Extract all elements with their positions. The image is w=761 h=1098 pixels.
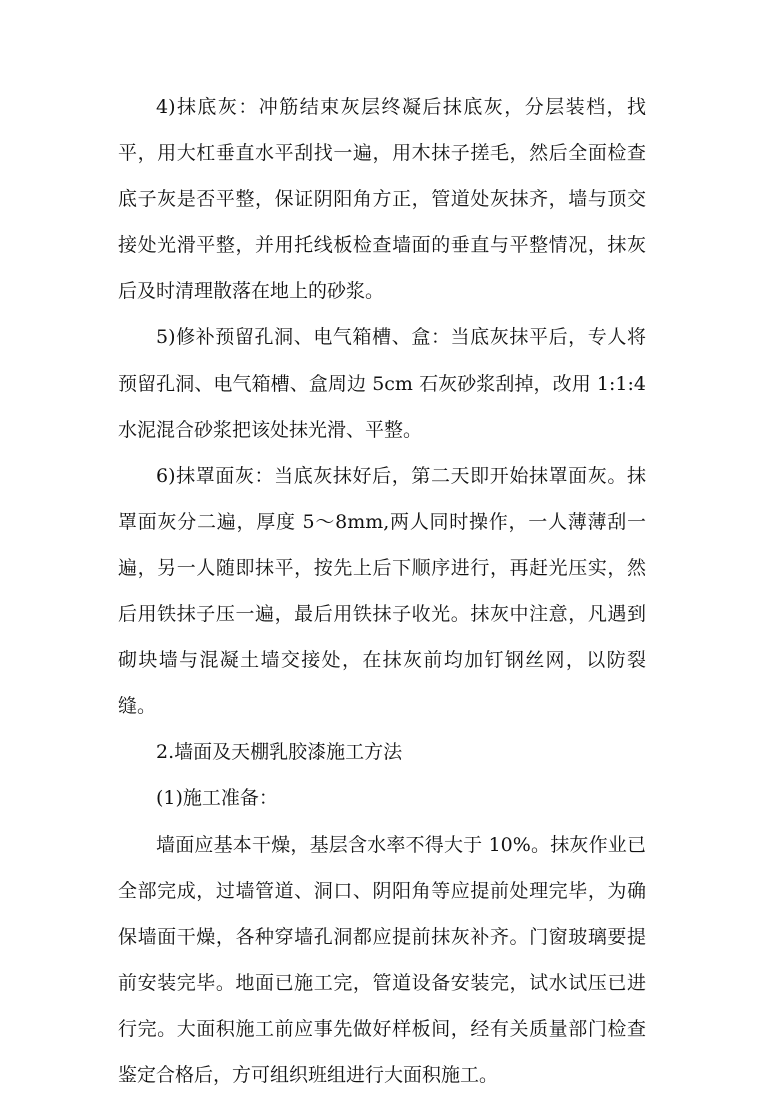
document-body [118, 84, 646, 1098]
section-heading-latex-paint: 2.墙面及天棚乳胶漆施工方法 [118, 729, 646, 775]
paragraph-repair-openings: 5)修补预留孔洞、电气箱槽、盒：当底灰抹平后，专人将预留孔洞、电气箱槽、盒周边 5cm 石灰砂浆刮掉，改用 1:1:4 水泥混合砂浆把该处抹光滑、平整。 [118, 314, 646, 452]
paragraph-plaster-base-coat: 4)抹底灰：冲筋结束灰层终凝后抹底灰，分层装档，找平，用大杠垂直水平刮找一遍，用木抹子搓毛，然后全面检查底子灰是否平整，保证阴阳角方正，管道处灰抹齐，墙与顶交接处光滑平整，并用托线板检查墙面的垂直与平整情况，抹灰后及时清理散落在地上的砂浆。 [118, 84, 646, 314]
paragraph-finish-coat: 6)抹罩面灰：当底灰抹好后，第二天即开始抹罩面灰。抹罩面灰分二遍，厚度 5～8mm,两人同时操作，一人薄薄刮一遍，另一人随即抹平，按先上后下顺序进行，再赶光压实，然后用铁抹子压一遍，最后用铁抹子收光。抹灰中注意，凡遇到砌块墙与混凝土墙交接处，在抹灰前均加钉钢丝网，以防裂缝。 [118, 453, 646, 730]
subheading-preparation: (1)施工准备： [118, 775, 646, 821]
paragraph-preparation-details: 墙面应基本干燥，基层含水率不得大于 10%。抹灰作业已全部完成，过墙管道、洞口、阴阳角等应提前处理完毕，为确保墙面干燥，各种穿墙孔洞都应提前抹灰补齐。门窗玻璃要提前安装完毕。地面已施工完，管道设备安装完，试水试压已进行完。大面积施工前应事先做好样板间，经有关质量部门检查鉴定合格后，方可组织班组进行大面积施工。 [118, 822, 646, 1098]
